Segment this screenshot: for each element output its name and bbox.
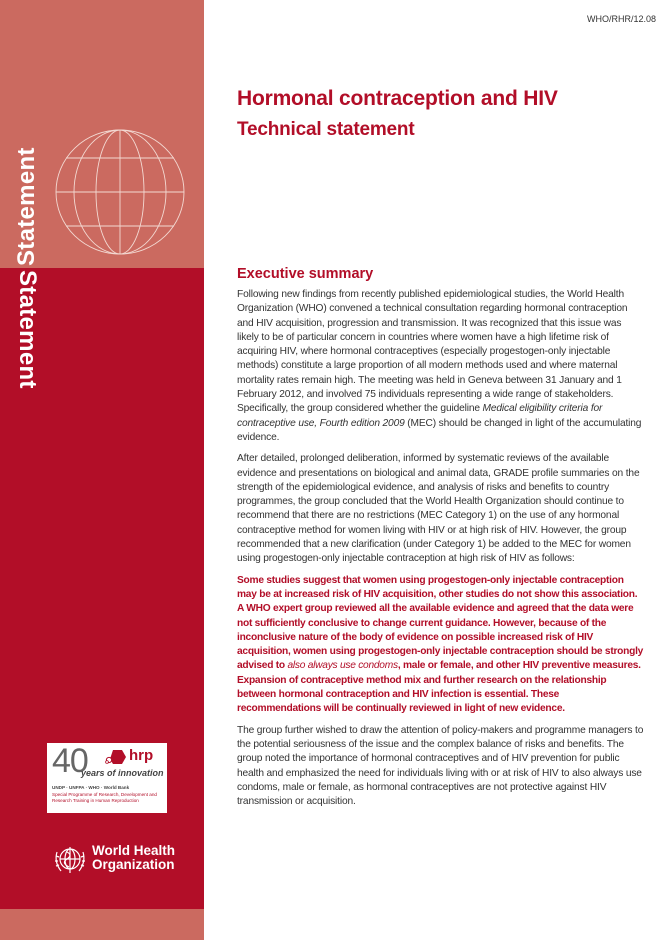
vertical-label-statement-down: Statement bbox=[14, 270, 41, 389]
recommendation-text: Some studies suggest that women using progestogen-only injectable contraception may be at increased risk of HIV acquisition, other studies do not show this association. A WHO expert group reviewed all the available evidence and agreed that the data were not sufficiently conclusive to change current guidance. However, because of the inconclusive nature of the body of evidence on possible increased risk of HIV acquisition, women using progestogen-only injectable contraception should be strongly advised to bbox=[237, 574, 644, 672]
hrp-partners: UNDP · UNFPA · WHO · World Bank bbox=[52, 785, 130, 790]
who-wordmark-line2: Organization bbox=[92, 857, 175, 872]
hrp-tagline: years of innovation bbox=[81, 768, 164, 778]
document-reference-code: WHO/RHR/12.08 bbox=[586, 14, 656, 24]
hrp-brand: hrp bbox=[129, 747, 154, 764]
paragraph-1-text: Following new findings from recently published epidemiological studies, the World Health Organization (WHO) convened a technical consultation regarding hormonal contraception and HIV acquisition, progression and transmission. It was recognized that this issue was likely to be of particular concern in countries where women have a high lifetime risk of acquiring HIV, where hormonal contraceptives (especially progestogen-only injectable methods) constitute a large proportion of all modern methods used and where maternal mortality rates remain high. The meeting was held in Geneva between 31 January and 1 February 2012, and involved 75 individuals representing a wide range of stakeholders. Specifically, the group considered whether the guideline bbox=[237, 289, 628, 415]
guideline-title: Medical eligibility criteria for contraceptive use, Fourth edition 2009 bbox=[237, 403, 603, 429]
paragraph-1-text-end: (MEC) should be changed in light of the accumulating evidence. bbox=[237, 417, 642, 443]
globe-icon bbox=[54, 128, 186, 256]
hrp-anniversary-number: 40 bbox=[52, 742, 88, 780]
executive-summary-section bbox=[237, 266, 645, 816]
vertical-label-statement-up: Statement bbox=[13, 147, 40, 266]
page-title: Hormonal contraception and HIV bbox=[237, 87, 558, 110]
paragraph-1 bbox=[237, 288, 645, 445]
recommendation-text-end: , male or female, and other HIV preventive measures. Expansion of contraceptive method mix and further research on the relationship between hormonal contraception and HIV infection is essential. These recommendations will be continually reviewed in light of new evidence. bbox=[237, 660, 641, 715]
hrp-40-years-badge bbox=[47, 743, 167, 813]
paragraph-4: The group further wished to draw the attention of policy-makers and programme managers to the potential seriousness of the issue and the complex balance of risks and benefits. The group noted the importance of hormonal contraceptives and of HIV prevention for public health and emphasized the need for individuals living with or at risk of HIV to also always use condoms, male or female, as hormonal contraceptives are not protective against HIV transmission or acquisition. bbox=[237, 724, 644, 808]
who-emblem-icon bbox=[52, 842, 88, 878]
hrp-programme-name: Special Programme of Research, Development and Research Training in Human Reproduction bbox=[52, 792, 157, 803]
condom-advice-emphasis: also always use condoms bbox=[287, 660, 398, 672]
sidebar-band-light-bottom bbox=[0, 909, 204, 940]
sidebar-panel bbox=[0, 0, 204, 940]
paragraph-2: After detailed, prolonged deliberation, informed by systematic reviews of the available evidence and presentations on biological and animal data, GRADE profile summaries on the strength of the epidemiological evidence, and analysis of risks and benefits to country programmes, the group concluded that the World Health Organization should continue to recommend that there are no restrictions (MEC Category 1) on the use of any hormonal contraceptive method for women living with HIV or at high risk of HIV. However, the group recommended that a new clarification (under Category 1) be added to the MEC for women using progestogen-only injectable contraception at high risk of HIV as follows: bbox=[237, 453, 640, 565]
page-subtitle: Technical statement bbox=[237, 119, 415, 140]
who-wordmark bbox=[92, 844, 175, 872]
section-heading: Executive summary bbox=[237, 266, 374, 282]
recommendation-highlight bbox=[237, 574, 645, 717]
who-wordmark-line1: World Health bbox=[92, 843, 176, 858]
hrp-logo-icon bbox=[105, 749, 127, 765]
